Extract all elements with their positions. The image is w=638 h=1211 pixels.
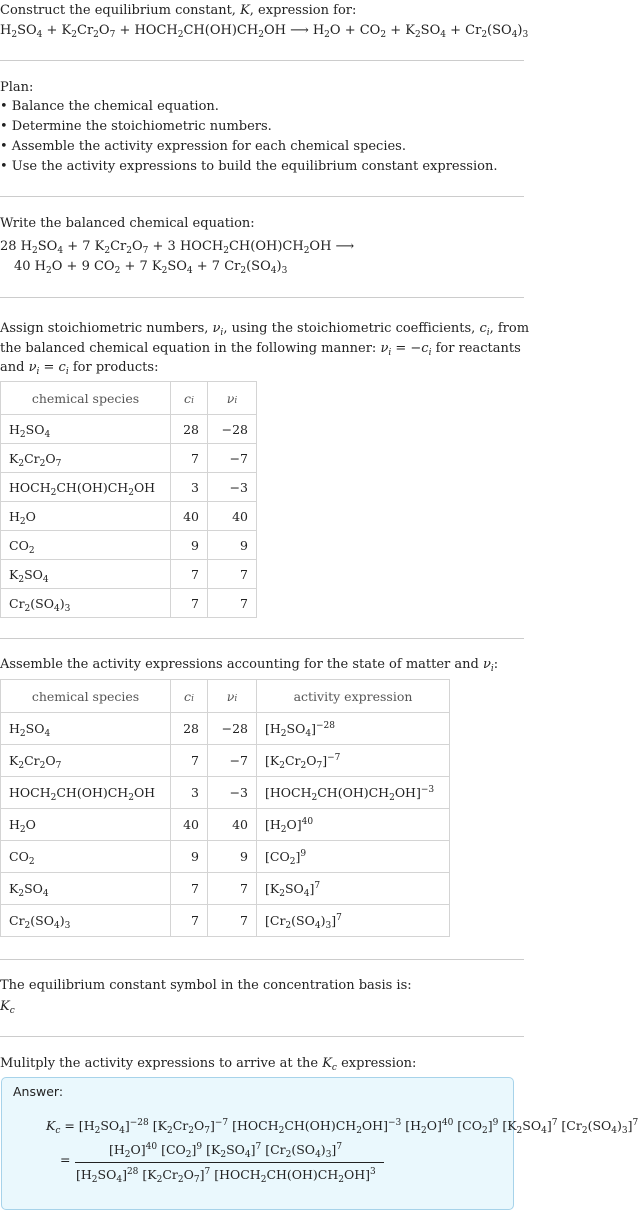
stoich-text: Assign stoichiometric numbers, $\nu_i$, using the stoichiometric coefficients, $c_i$, from	[0, 321, 530, 338]
species-cell: $K_2Cr_2O_7$	[1, 444, 171, 473]
species-cell: $HOCH_2CH(OH)CH_2OH$	[1, 473, 171, 502]
table-row	[1, 841, 450, 873]
activity-expression-cell: $[Cr_2(SO_4)_3]^7$	[257, 905, 450, 937]
col-header: νi	[208, 680, 257, 713]
coefficient-cell: 7	[171, 905, 208, 937]
plan-step: • Determine the stoichiometric numbers.	[0, 119, 272, 134]
unbalanced-reaction: $H_2SO_4 + K_2Cr_2O_7$ + $HOCH_2CH(OH)CH_2OH$ ⟶ $H_2O + CO_2 + K_2SO_4 + Cr_2(SO_4)_3$	[0, 23, 529, 40]
species-cell: $K_2SO_4$	[1, 873, 171, 905]
stoich-number-cell: 7	[208, 905, 257, 937]
divider	[0, 196, 524, 197]
stoich-number-cell: −28	[208, 713, 257, 745]
table-row	[1, 560, 257, 589]
multiply-text: Mulitply the activity expressions to arrive at the $K_c$ expression:	[0, 1056, 417, 1073]
stoich-number-cell: −7	[208, 745, 257, 777]
table-row	[1, 745, 450, 777]
table-row	[1, 415, 257, 444]
coefficient-cell: 7	[171, 560, 208, 589]
activity-expression-cell: $[K_2SO_4]^7$	[257, 873, 450, 905]
table-row	[1, 873, 450, 905]
stoich-number-cell: 40	[208, 502, 257, 531]
balanced-equation-line1: 28 $H_2SO_4 + 7$ $K_2Cr_2O_7 + 3$ $HOCH_2CH(OH)CH_2OH$ ⟶	[0, 239, 355, 256]
species-cell: $K_2SO_4$	[1, 560, 171, 589]
coefficient-cell: 7	[171, 745, 208, 777]
kc-symbol: $K_c$	[0, 999, 15, 1016]
col-header: activity expression	[257, 680, 450, 713]
answer-box	[1, 1077, 638, 1210]
activity-table	[0, 679, 450, 937]
table-row	[1, 589, 257, 618]
balanced-equation-line2: 40 $H_2O + 9$ $CO_2 + 7$ $K_2SO_4 + 7$ $Cr_2(SO_4)_3$	[14, 259, 288, 276]
stoich-number-cell: 7	[208, 589, 257, 618]
table-row	[1, 713, 450, 745]
plan-step: • Balance the chemical equation.	[0, 99, 219, 114]
coefficient-cell: 3	[171, 473, 208, 502]
species-cell: $Cr_2(SO_4)_3$	[1, 589, 171, 618]
stoich-text: the balanced chemical equation in the following manner: $\nu_i = -c_i$ for reactants	[0, 341, 521, 358]
activity-expression-cell: $[CO_2]^9$	[257, 841, 450, 873]
divider	[0, 297, 524, 298]
stoich-number-cell: 7	[208, 873, 257, 905]
col-header: chemical species	[1, 382, 171, 415]
coefficient-cell: 3	[171, 777, 208, 809]
kc-expression-product: $K_c = [H_2SO_4]^{-28}$ $[K_2Cr_2O_7]^{-7}$ $[HOCH_2CH(OH)CH_2OH]^{-3}$ $[H_2O]^{40}$ $[CO_2]^9$ $[K_2SO_4]^7$ $[Cr_2(SO_4)_3]^7$	[46, 1118, 638, 1136]
balanced-title: Write the balanced chemical equation:	[0, 216, 255, 231]
stoich-number-cell: 9	[208, 531, 257, 560]
plan-title: Plan:	[0, 80, 34, 95]
intro-text: Construct the equilibrium constant, K, expression for:	[0, 3, 357, 18]
coefficient-cell: 7	[171, 444, 208, 473]
stoich-number-cell: −7	[208, 444, 257, 473]
species-cell: $H_2SO_4$	[1, 713, 171, 745]
symbol-text: The equilibrium constant symbol in the concentration basis is:	[0, 978, 412, 993]
coefficient-cell: 40	[171, 809, 208, 841]
stoich-number-cell: 40	[208, 809, 257, 841]
coefficient-cell: 7	[171, 589, 208, 618]
coefficient-cell: 9	[171, 531, 208, 560]
coefficient-cell: 28	[171, 415, 208, 444]
stoich-number-cell: 9	[208, 841, 257, 873]
col-header: ci	[171, 382, 208, 415]
species-cell: $CO_2$	[1, 531, 171, 560]
kc-numerator: $[H_2O]^{40}$ $[CO_2]^9$ $[K_2SO_4]^7$ $[Cr_2(SO_4)_3]^7$	[109, 1142, 343, 1160]
fraction-bar	[75, 1162, 384, 1163]
answer-label: Answer:	[13, 1084, 64, 1099]
stoich-number-cell: −28	[208, 415, 257, 444]
table-row	[1, 809, 450, 841]
table-row	[1, 473, 257, 502]
divider	[0, 1036, 524, 1037]
activity-text: Assemble the activity expressions accounting for the state of matter and $\nu_i$:	[0, 657, 499, 674]
plan-step: • Assemble the activity expression for each chemical species.	[0, 139, 406, 154]
col-header: ci	[171, 680, 208, 713]
table-row	[1, 502, 257, 531]
equals-sign: =	[60, 1152, 71, 1167]
stoich-table	[0, 381, 257, 618]
plan-step: • Use the activity expressions to build the equilibrium constant expression.	[0, 159, 498, 174]
divider	[0, 638, 524, 639]
species-cell: $K_2Cr_2O_7$	[1, 745, 171, 777]
species-cell: $H_2O$	[1, 502, 171, 531]
species-cell: $CO_2$	[1, 841, 171, 873]
coefficient-cell: 28	[171, 713, 208, 745]
stoich-number-cell: 7	[208, 560, 257, 589]
table-row	[1, 777, 450, 809]
activity-expression-cell: $[HOCH_2CH(OH)CH_2OH]^{-3}$	[257, 777, 450, 809]
stoich-text: and $\nu_i = c_i$ for products:	[0, 360, 159, 377]
divider	[0, 60, 524, 61]
activity-expression-cell: $[K_2Cr_2O_7]^{-7}$	[257, 745, 450, 777]
table-row	[1, 444, 257, 473]
stoich-number-cell: −3	[208, 777, 257, 809]
activity-expression-cell: $[H_2SO_4]^{-28}$	[257, 713, 450, 745]
species-cell: $H_2SO_4$	[1, 415, 171, 444]
species-cell: $Cr_2(SO_4)_3$	[1, 905, 171, 937]
activity-expression-cell: $[H_2O]^{40}$	[257, 809, 450, 841]
coefficient-cell: 7	[171, 873, 208, 905]
table-row	[1, 905, 450, 937]
col-header: νi	[208, 382, 257, 415]
coefficient-cell: 9	[171, 841, 208, 873]
table-row	[1, 531, 257, 560]
coefficient-cell: 40	[171, 502, 208, 531]
species-cell: $H_2O$	[1, 809, 171, 841]
species-cell: $HOCH_2CH(OH)CH_2OH$	[1, 777, 171, 809]
stoich-number-cell: −3	[208, 473, 257, 502]
kc-denominator: $[H_2SO_4]^{28}$ $[K_2Cr_2O_7]^7$ $[HOCH_2CH(OH)CH_2OH]^3$	[76, 1167, 376, 1185]
divider	[0, 959, 524, 960]
col-header: chemical species	[1, 680, 171, 713]
